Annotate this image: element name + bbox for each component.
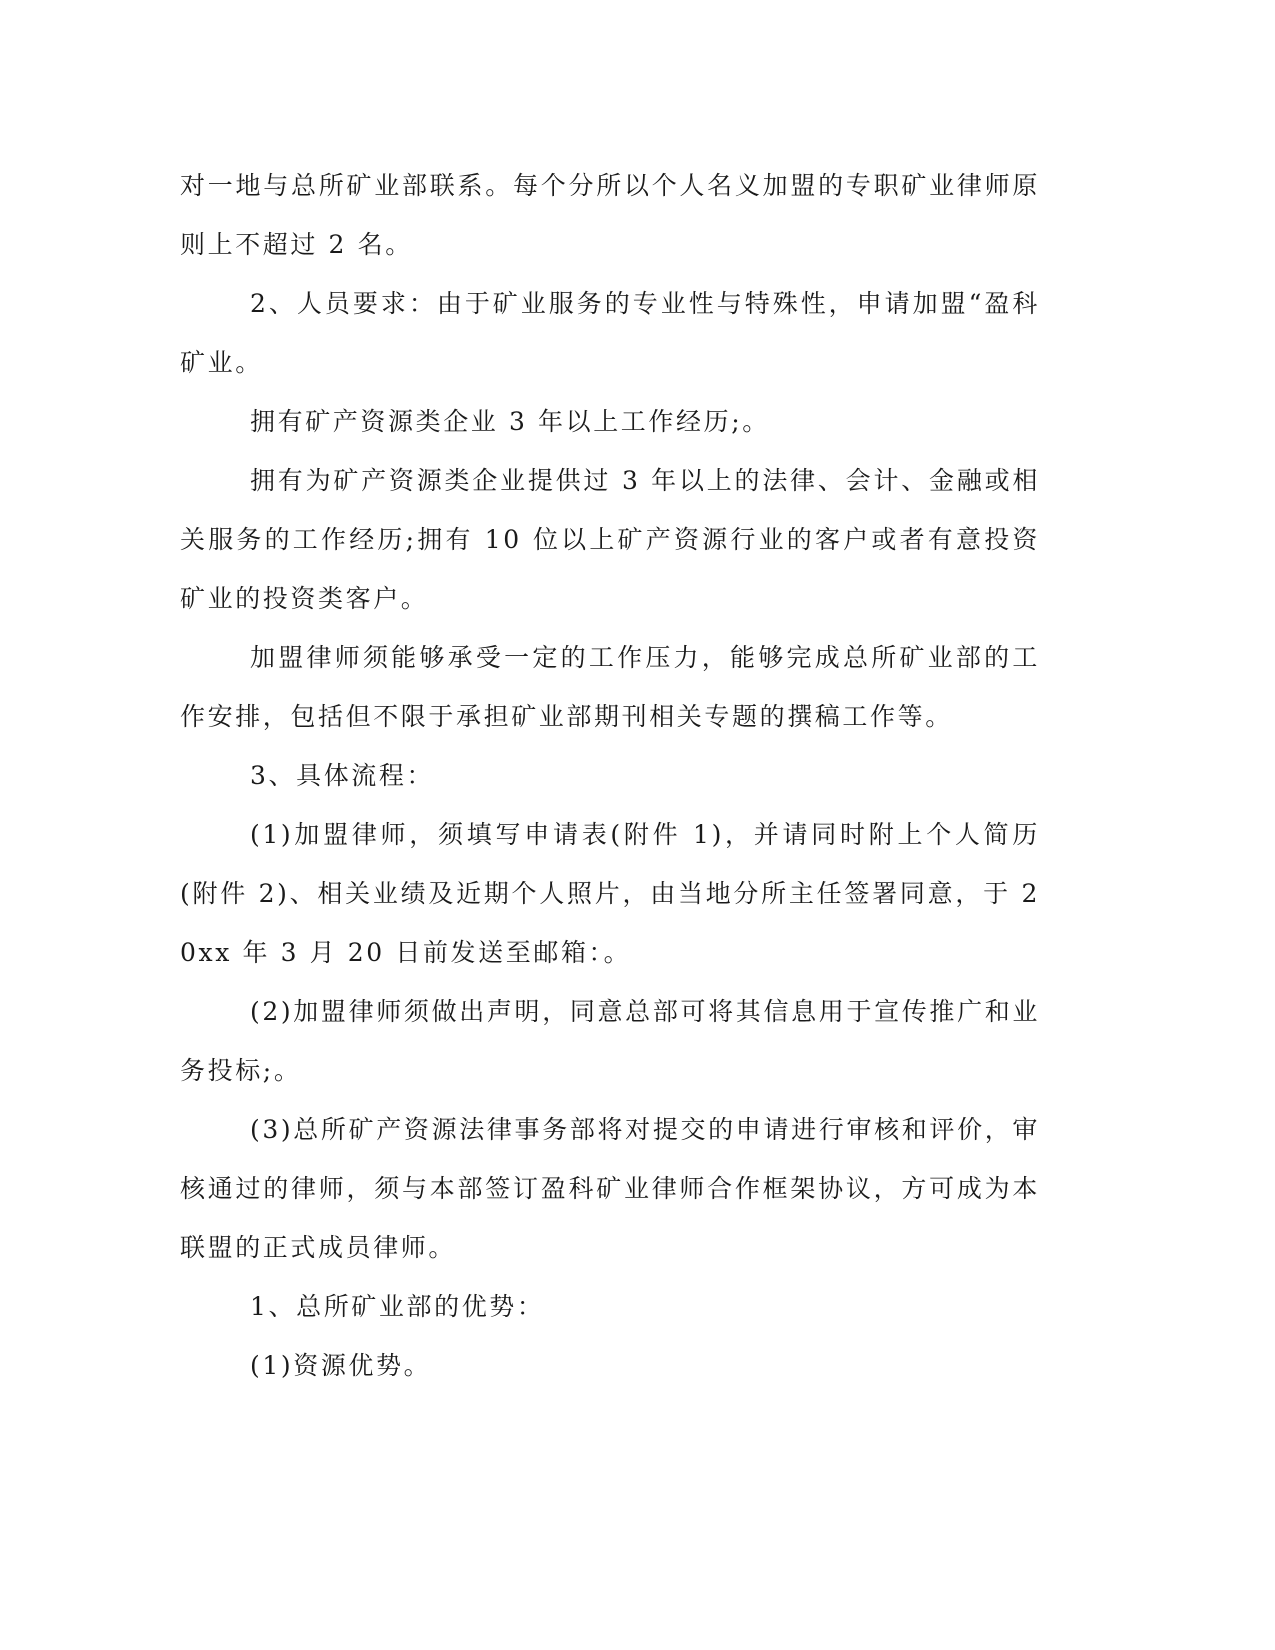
paragraph-9: (3)总所矿产资源法律事务部将对提交的申请进行审核和评价，审核通过的律师，须与本部签订盈科矿业律师合作框架协议，方可成为本联盟的正式成员律师。 [180,1115,1040,1262]
paragraph-11: (1)资源优势。 [250,1351,432,1380]
paragraph-3: 拥有矿产资源类企业 3 年以上工作经历;。 [250,407,770,436]
paragraph-10: 1、总所矿业部的优势： [250,1292,545,1321]
paragraph-5: 加盟律师须能够承受一定的工作压力，能够完成总所矿业部的工作安排，包括但不限于承担矿业部期刊相关专题的撰稿工作等。 [180,643,1040,731]
paragraph-8: (2)加盟律师须做出声明，同意总部可将其信息用于宣传推广和业务投标;。 [180,997,1040,1085]
paragraph-6: 3、具体流程： [250,761,435,790]
paragraph-2: 2、人员要求：由于矿业服务的专业性与特殊性，申请加盟“盈科矿业。 [180,289,1040,377]
paragraph-1: 对一地与总所矿业部联系。每个分所以个人名义加盟的专职矿业律师原则上不超过 2 名。 [180,171,1040,259]
paragraph-7: (1)加盟律师，须填写申请表(附件 1)，并请同时附上个人简历(附件 2)、相关业绩及近期个人照片，由当地分所主任签署同意，于 20xx 年 3 月 20 日前发送至邮箱：。 [180,820,1040,967]
document-body [180,156,1040,1395]
paragraph-4: 拥有为矿产资源类企业提供过 3 年以上的法律、会计、金融或相关服务的工作经历;拥有 10 位以上矿产资源行业的客户或者有意投资矿业的投资类客户。 [180,466,1040,613]
